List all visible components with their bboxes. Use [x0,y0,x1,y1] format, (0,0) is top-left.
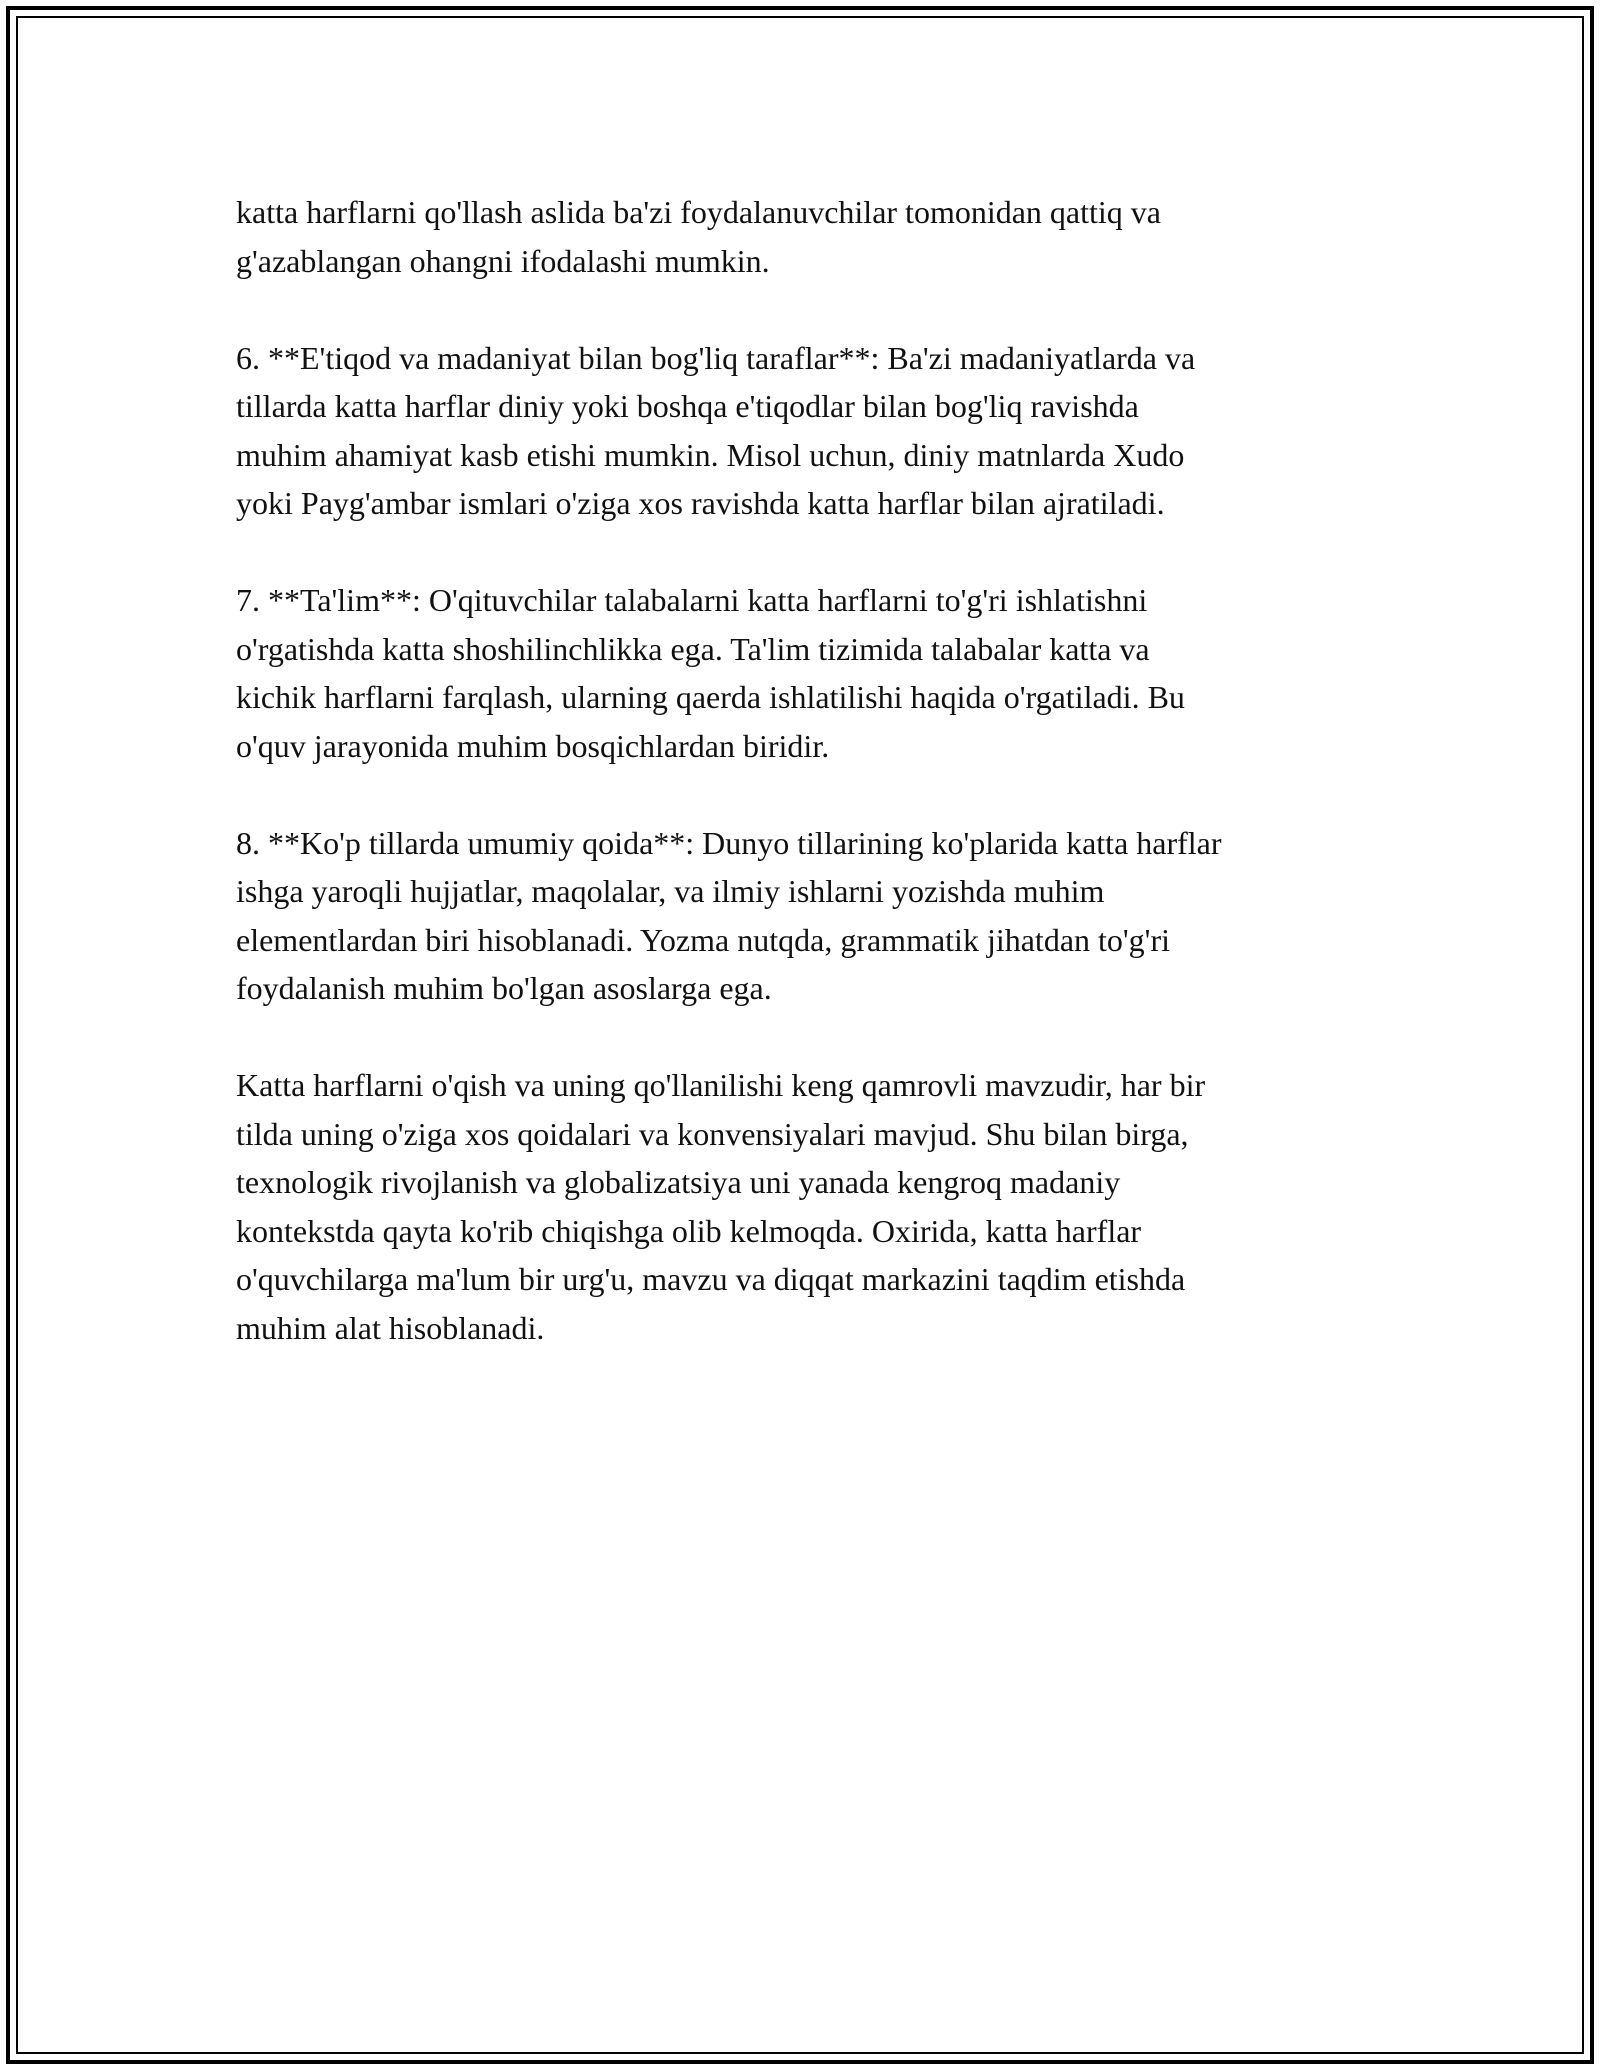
paragraph-item-6: 6. **E'tiqod va madaniyat bilan bog'liq taraflar**: Ba'zi madaniyatlarda va tillarda katta harflar diniy yoki boshqa e'tiqodlar bilan bog'liq ravishda muhim ahamiyat kasb etishi mumkin. Misol uchun, diniy matnlarda Xudo yoki Payg'ambar ismlari o'ziga xos ravishda katta harflar bilan ajratiladi. [236,339,1196,521]
paragraph-item-7: 7. **Ta'lim**: O'qituvchilar talabalarni katta harflarni to'g'ri ishlatishni o'rgatishda katta shoshilinchlikka ega. Ta'lim tizimida talabalar katta va kichik harflarni farqlash, ularning qaerda ishlatilishi haqida o'rgatiladi. Bu o'quv jarayonida muhim bosqichlardan biridir. [236,582,1185,764]
document-body [236,188,1396,1352]
paragraph-conclusion: Katta harflarni o'qish va uning qo'llanilishi keng qamrovli mavzudir, har bir tilda uning o'ziga xos qoidalari va konvensiyalari mavjud. Shu bilan birga, texnologik rivojlanish va globalizatsiya uni yanada kengroq madaniy kontekstda qayta ko'rib chiqishga olib kelmoqda. Oxirida, katta harflar o'quvchilarga ma'lum bir urg'u, mavzu va diqqat markazini taqdim etishda muhim alat hisoblanadi. [236,1067,1206,1346]
paragraph-intro-continuation: katta harflarni qo'llash aslida ba'zi foydalanuvchilar tomonidan qattiq va g'azablangan ohangni ifodalashi mumkin. [236,194,1161,279]
paragraph-item-8: 8. **Ko'p tillarda umumiy qoida**: Dunyo tillarining ko'plarida katta harflar ishga yaroqli hujjatlar, maqolalar, va ilmiy ishlarni yozishda muhim elementlardan biri hisoblanadi. Yozma nutqda, grammatik jihatdan to'g'ri foydalanish muhim bo'lgan asoslarga ega. [236,824,1222,1006]
